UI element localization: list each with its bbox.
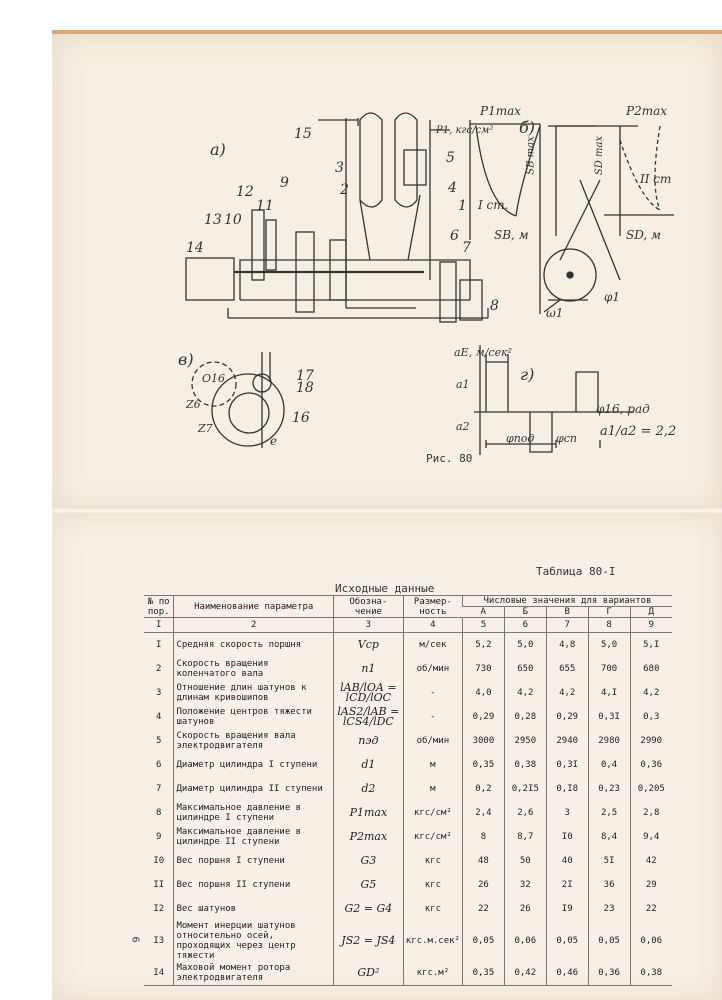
value-cell: I9 [546, 897, 588, 921]
part-label-17: 17 [296, 368, 314, 384]
row-number-cell: 6 [156, 760, 162, 770]
symbol-cell: d2 [333, 777, 403, 801]
value-cell: 0,35 [462, 753, 504, 777]
symbol-cell: JS2 = JS4 [333, 921, 403, 961]
unit-cell: кгс/см² [403, 801, 462, 825]
row-number-cell: I2 [153, 904, 165, 914]
value-cell: 26 [504, 897, 546, 921]
page-number: 6 [129, 936, 141, 943]
sb-m-label: SB, м [494, 228, 529, 242]
part-label-12: 12 [236, 184, 254, 200]
row-number-cell: 3 [156, 688, 162, 698]
param-name-cell: Скорость вращения коленчатого вала [174, 657, 333, 681]
value-cell: 36 [588, 873, 630, 897]
value-cell: 2,4 [462, 801, 504, 825]
part-label-5: 5 [446, 150, 455, 166]
param-name-cell: Маховой момент ротора электродвигателя [174, 961, 333, 986]
panel-label-b: б) [519, 118, 536, 137]
sd-max-label: SD max [594, 135, 606, 176]
table-row [144, 777, 672, 801]
index-cell: 7 [546, 618, 588, 633]
row-number-cell: I0 [153, 856, 165, 866]
symbol-cell: n1 [333, 657, 403, 681]
header-variant: В [546, 607, 588, 618]
value-cell: 5,0 [504, 633, 546, 658]
part-label-4: 4 [448, 180, 457, 196]
part-label-16: 16 [292, 410, 310, 426]
value-cell: 0,28 [504, 705, 546, 729]
symbol-cell: nэд [333, 729, 403, 753]
table-row [144, 961, 672, 986]
unit-cell: - [403, 705, 462, 729]
table-row [144, 633, 672, 658]
value-cell: 32 [504, 873, 546, 897]
phi16-label: φ16, рад [596, 402, 650, 416]
unit-cell: кгс/см² [403, 825, 462, 849]
symbol-cell: G3 [333, 849, 403, 873]
value-cell: 0,I8 [546, 777, 588, 801]
value-cell: 2I [546, 873, 588, 897]
param-name-cell: Момент инерции шатунов относительно осей, проходящих через центр тяжести [174, 921, 333, 961]
a2-label: a2 [456, 420, 470, 433]
value-cell: 22 [630, 897, 672, 921]
table-row [144, 657, 672, 681]
index-cell: 5 [462, 618, 504, 633]
panel-label-c: в) [178, 350, 194, 369]
panel-label-d: г) [520, 365, 535, 384]
value-cell: 0,06 [630, 921, 672, 961]
part-label-10: 10 [224, 212, 242, 228]
stage-ii-label: II ст [640, 172, 672, 186]
p1max-annotation: P1max [480, 104, 522, 118]
index-cell: I [144, 618, 174, 633]
phi-sp-label: φсп [556, 432, 577, 445]
part-label-2: 2 [340, 182, 349, 198]
value-cell: 23 [588, 897, 630, 921]
z6-label: Z6 [186, 398, 201, 411]
phi1-label: φ1 [604, 290, 621, 304]
value-cell: 700 [588, 657, 630, 681]
symbol-cell: Vср [333, 633, 403, 658]
omega1-label: ω1 [546, 306, 564, 320]
value-cell: 48 [462, 849, 504, 873]
table-row [144, 897, 672, 921]
unit-cell: кгс [403, 873, 462, 897]
symbol-cell: GD² [333, 961, 403, 986]
symbol-cell: G5 [333, 873, 403, 897]
value-cell: 4,2 [504, 681, 546, 705]
unit-cell: кгс [403, 849, 462, 873]
row-number-cell: 7 [156, 784, 162, 794]
sd-m-label: SD, м [626, 228, 661, 242]
header-variant: Г [588, 607, 630, 618]
header-variant: Д [630, 607, 672, 618]
param-name-cell: Отношение длин шатунов к длинам кривошипов [174, 681, 333, 705]
value-cell: 4,2 [546, 681, 588, 705]
table-subtitle: Исходные данные [335, 582, 435, 595]
value-cell: 0,05 [462, 921, 504, 961]
value-cell: 2,8 [630, 801, 672, 825]
part-label-8: 8 [490, 298, 499, 314]
a1-label: a1 [456, 378, 470, 391]
value-cell: 0,23 [588, 777, 630, 801]
part-label-6: 6 [450, 228, 459, 244]
table-row [144, 921, 672, 961]
index-cell: 6 [504, 618, 546, 633]
figure-80 [0, 0, 722, 470]
index-cell: 4 [403, 618, 462, 633]
row-number-cell: I4 [144, 961, 174, 986]
part-label-9: 9 [280, 175, 289, 191]
z7-label: Z7 [198, 422, 213, 435]
index-cell: 2 [174, 618, 333, 633]
part-label-3: 3 [335, 160, 344, 176]
value-cell: 0,05 [546, 921, 588, 961]
value-cell: 0,29 [546, 705, 588, 729]
pressure-units: P1, кгс/см² [436, 125, 494, 136]
param-name-cell: Диаметр цилиндра I ступени [174, 753, 333, 777]
unit-cell: - [403, 681, 462, 705]
value-cell: 0,3 [630, 705, 672, 729]
table-row [144, 873, 672, 897]
value-cell: 0,2I5 [504, 777, 546, 801]
param-name-cell: Вес поршня I ступени [174, 849, 333, 873]
part-label-11: 11 [256, 198, 274, 214]
table-row [144, 705, 672, 729]
part-label-7: 7 [462, 240, 471, 256]
unit-cell: об/мин [403, 729, 462, 753]
value-cell: 2990 [630, 729, 672, 753]
value-cell: 0,29 [462, 705, 504, 729]
index-cell: 8 [588, 618, 630, 633]
row-number-cell: I [156, 640, 162, 650]
value-cell: 2940 [546, 729, 588, 753]
part-label-1: 1 [458, 198, 467, 214]
part-label-15: 15 [294, 126, 312, 142]
value-cell: 0,3I [546, 753, 588, 777]
param-name-cell: Средняя скорость поршня [174, 633, 333, 658]
phi-pod-label: φпод [506, 432, 535, 445]
header-name: Наименование параметра [174, 596, 333, 618]
value-cell: 0,4 [588, 753, 630, 777]
unit-cell: кгс.м.сек² [403, 921, 462, 961]
value-cell: 8 [462, 825, 504, 849]
param-name-cell: Скорость вращения вала электродвигателя [174, 729, 333, 753]
value-cell: 8,4 [588, 825, 630, 849]
table-row [144, 753, 672, 777]
value-cell: 0,35 [462, 961, 504, 986]
value-cell: 0,38 [504, 753, 546, 777]
value-cell: 4,8 [546, 633, 588, 658]
part-label-18: 18 [296, 380, 314, 396]
header-num: № по пор. [144, 596, 174, 618]
value-cell: 5,0 [588, 633, 630, 658]
table-row [144, 849, 672, 873]
value-cell: 680 [630, 657, 672, 681]
header-variants-group: Числовые значения для вариантов [462, 596, 672, 607]
value-cell: 655 [546, 657, 588, 681]
value-cell: 3 [546, 801, 588, 825]
value-cell: 0,205 [630, 777, 672, 801]
stage-i-label: I ст. [478, 198, 509, 212]
value-cell: 0,36 [588, 961, 630, 986]
symbol-cell: lAS2/lAB = lCS4/lDC [333, 705, 403, 729]
value-cell: 40 [546, 849, 588, 873]
value-cell: 5I [588, 849, 630, 873]
ratio-label: a1/a2 = 2,2 [600, 424, 677, 439]
value-cell: 0,36 [630, 753, 672, 777]
acceleration-units: aE, м/сек² [454, 346, 513, 359]
param-name-cell: Диаметр цилиндра II ступени [174, 777, 333, 801]
unit-cell: м [403, 753, 462, 777]
value-cell: 0,06 [504, 921, 546, 961]
figure-caption: Рис. 80 [426, 452, 473, 465]
unit-cell: об/мин [403, 657, 462, 681]
value-cell: 0,05 [588, 921, 630, 961]
value-cell: 0,38 [630, 961, 672, 986]
index-cell: 9 [630, 618, 672, 633]
table-row [144, 801, 672, 825]
value-cell: 650 [504, 657, 546, 681]
e-label: e [270, 434, 278, 448]
table-row [144, 825, 672, 849]
symbol-cell: d1 [333, 753, 403, 777]
param-name-cell: Положение центров тяжести шатунов [174, 705, 333, 729]
header-variant: Б [504, 607, 546, 618]
value-cell: I0 [546, 825, 588, 849]
row-number-cell: 2 [156, 664, 162, 674]
part-label-14: 14 [186, 240, 204, 256]
symbol-cell: P1max [333, 801, 403, 825]
value-cell: 8,7 [504, 825, 546, 849]
value-cell: 42 [630, 849, 672, 873]
row-number-cell: II [153, 880, 165, 890]
param-name-cell: Вес шатунов [174, 897, 333, 921]
value-cell: 4,I [588, 681, 630, 705]
table-row [144, 729, 672, 753]
unit-cell: кгс [403, 897, 462, 921]
param-name-cell: Максимальное давление в цилиндре I ступени [174, 801, 333, 825]
value-cell: 730 [462, 657, 504, 681]
value-cell: 29 [630, 873, 672, 897]
header-unit: Размер- ность [403, 596, 462, 618]
symbol-cell: lAB/lOA = lCD/lOC [333, 681, 403, 705]
part-label-13: 13 [204, 212, 222, 228]
value-cell: 4,0 [462, 681, 504, 705]
sb-max-label: SB max [525, 136, 537, 175]
value-cell: 0,42 [504, 961, 546, 986]
header-variant: А [462, 607, 504, 618]
symbol-cell: G2 = G4 [333, 897, 403, 921]
symbol-cell: P2max [333, 825, 403, 849]
o16-label: O16 [202, 372, 226, 385]
value-cell: 2950 [504, 729, 546, 753]
param-name-cell: Максимальное давление в цилиндре II ступени [174, 825, 333, 849]
value-cell: 2,6 [504, 801, 546, 825]
unit-cell: кгс.м² [403, 961, 462, 986]
value-cell: 50 [504, 849, 546, 873]
value-cell: 0,3I [588, 705, 630, 729]
value-cell: 22 [462, 897, 504, 921]
row-number-cell: I3 [153, 936, 165, 946]
row-number-cell: 9 [156, 832, 162, 842]
value-cell: 0,2 [462, 777, 504, 801]
value-cell: 5,2 [462, 633, 504, 658]
row-number-cell: 4 [156, 712, 162, 722]
row-number-cell: 8 [156, 808, 162, 818]
unit-cell: м/сек [403, 633, 462, 658]
value-cell: 4,2 [630, 681, 672, 705]
param-name-cell: Вес поршня II ступени [174, 873, 333, 897]
value-cell: 3000 [462, 729, 504, 753]
value-cell: 2,5 [588, 801, 630, 825]
table-title: Таблица 80-I [536, 565, 616, 578]
row-number-cell: 5 [156, 736, 162, 746]
header-symbol: Обозна- чение [333, 596, 403, 618]
value-cell: 5,I [630, 633, 672, 658]
value-cell: 9,4 [630, 825, 672, 849]
index-row [144, 618, 672, 633]
unit-cell: м [403, 777, 462, 801]
index-cell: 3 [333, 618, 403, 633]
table-row [144, 681, 672, 705]
value-cell: 26 [462, 873, 504, 897]
panel-label-a: а) [210, 140, 226, 159]
parameters-table [144, 595, 672, 986]
value-cell: 2980 [588, 729, 630, 753]
p2max-annotation: P2max [626, 104, 668, 118]
value-cell: 0,46 [546, 961, 588, 986]
